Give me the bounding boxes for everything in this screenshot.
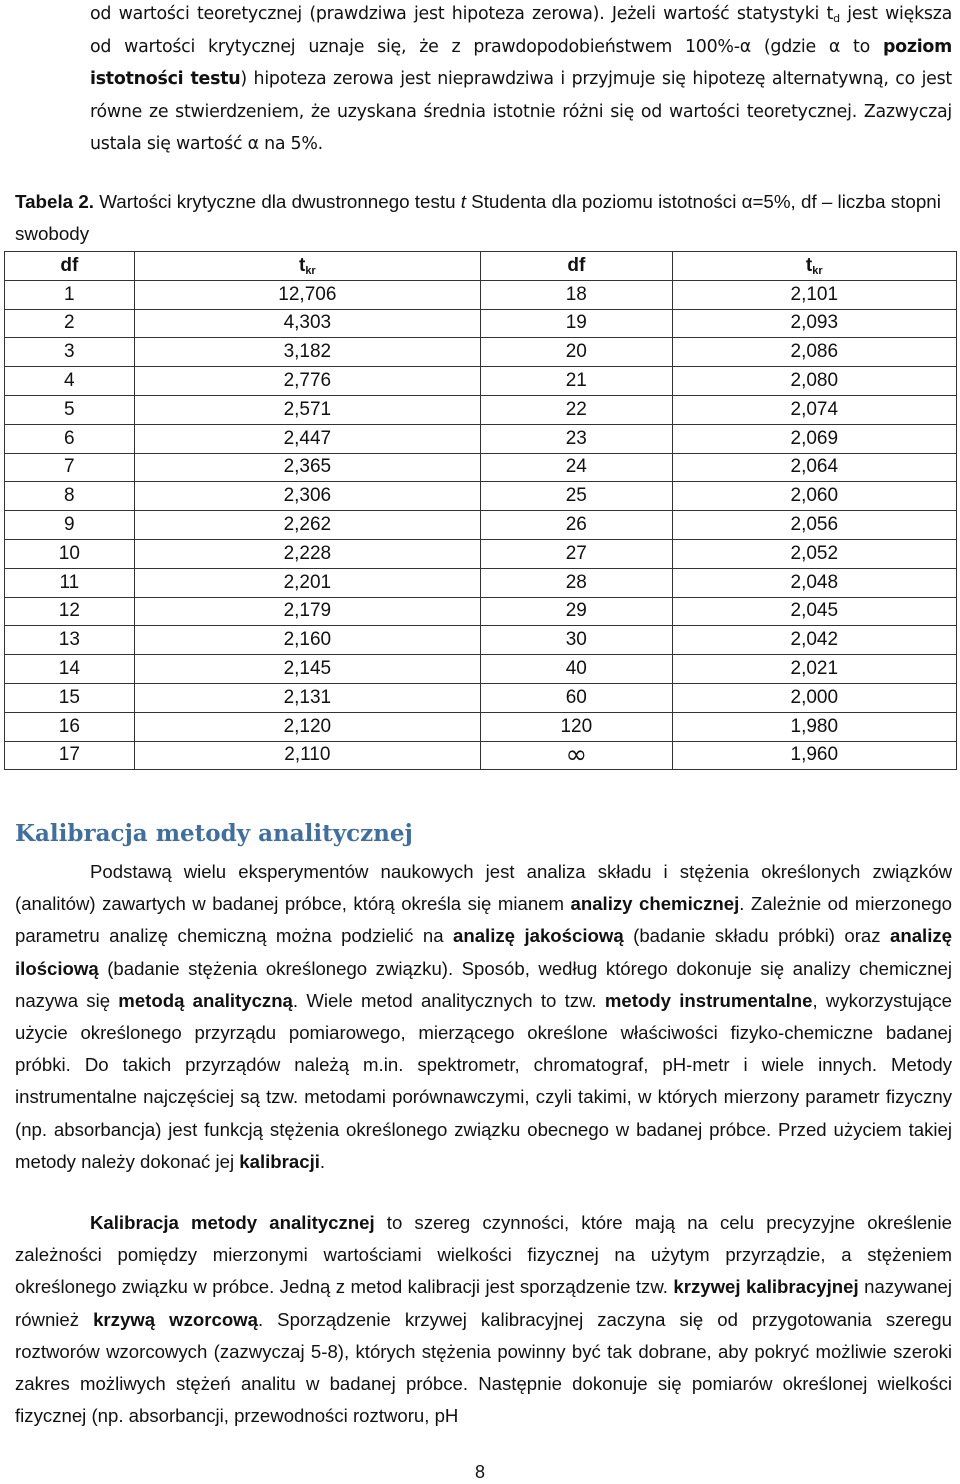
- body-paragraph-2: Kalibracja metody analitycznej to szereg czynności, które mają na celu precyzyjne określenie zależności pomiędzy mierzonymi wartościami wielkości fizycznej na użytym przyrządzie, a stężeniem określonego związku w próbce. Jedną z metod kalibracji jest sporządzenie tzw. krzywej kalibracyjnej nazywanej również krzywą wzorcową. Sporządzenie krzywej kalibracyjnej zaczyna się od przygotowania szeregu roztworów wzorcowych (zazwyczaj 5-8), których stężenia powinny być tak dobrane, aby pokryć możliwie szeroki zakres możliwych stężeń analitu w badanej próbce. Następnie dokonuje się pomiarów określonej wielkości fizycznej (np. absorbancji, przewodności roztworu, pH: [15, 1212, 952, 1427]
- cell-df: 30: [481, 626, 673, 655]
- cell-tkr: 2,447: [134, 424, 480, 453]
- subscript-d: d: [833, 12, 840, 25]
- table-row: [5, 655, 957, 684]
- cell-df: 12: [5, 597, 135, 626]
- table-row: [5, 741, 957, 770]
- table-row: [5, 597, 957, 626]
- cell-df: 23: [481, 424, 673, 453]
- cell-df: 22: [481, 395, 673, 424]
- table-row: [5, 280, 957, 309]
- cell-df: 27: [481, 539, 673, 568]
- cell-df: 24: [481, 453, 673, 482]
- cell-tkr: 2,306: [134, 482, 480, 511]
- table-row: [5, 539, 957, 568]
- cell-df: ∞: [481, 741, 673, 770]
- table-row: [5, 395, 957, 424]
- cell-df: 2: [5, 309, 135, 338]
- table-row: [5, 482, 957, 511]
- cell-tkr: 2,145: [134, 655, 480, 684]
- table-row: [5, 568, 957, 597]
- cell-df: 17: [5, 741, 135, 770]
- cell-df: 20: [481, 338, 673, 367]
- cell-df: 120: [481, 712, 673, 741]
- cell-df: 8: [5, 482, 135, 511]
- cell-tkr: 2,120: [134, 712, 480, 741]
- body-paragraph-1: Podstawą wielu eksperymentów naukowych jest analiza składu i stężenia określonych związków (analitów) zawartych w badanej próbce, którą określa się mianem analizy chemicznej. Zależnie od mierzonego parametru analizę chemiczną można podzielić na analizę jakościową (badanie składu próbki) oraz analizę ilościową (badanie stężenia określonego związku). Sposób, według którego dokonuje się analizy chemicznej nazywa się metodą analityczną. Wiele metod analitycznych to tzw. metody instrumentalne, wykorzystujące użycie określonego przyrządu pomiarowego, mierzącego określone właściwości fizyko-chemiczne badanej próbki. Do takich przyrządów należą m.in. spektrometr, chromatograf, pH-metr i wiele innych. Metody instrumentalne najczęściej są tzw. metodami porównawczymi, czyli takimi, w których mierzony parametr fizyczny (np. absorbancja) jest funkcją stężenia określonego związku obecnego w badanej próbce. Przed użyciem takiej metody należy dokonać jej kalibracji.: [15, 861, 953, 1172]
- cell-df: 5: [5, 395, 135, 424]
- header-df: df: [5, 252, 135, 281]
- section-heading: Kalibracja metody analitycznej: [15, 820, 413, 847]
- cell-tkr: 1,960: [672, 741, 956, 770]
- cell-df: 16: [5, 712, 135, 741]
- cell-df: 10: [5, 539, 135, 568]
- cell-tkr: 2,086: [672, 338, 956, 367]
- cell-tkr: 2,093: [672, 309, 956, 338]
- caption-text: Wartości krytyczne dla dwustronnego testu: [94, 191, 461, 212]
- cell-tkr: 2,069: [672, 424, 956, 453]
- cell-tkr: 2,052: [672, 539, 956, 568]
- table-row: [5, 424, 957, 453]
- cell-tkr: 2,131: [134, 683, 480, 712]
- table-row: [5, 338, 957, 367]
- table-row: [5, 712, 957, 741]
- cell-tkr: 2,042: [672, 626, 956, 655]
- cell-df: 28: [481, 568, 673, 597]
- cell-tkr: 2,776: [134, 367, 480, 396]
- intro-paragraph: [90, 0, 952, 161]
- table-row: [5, 453, 957, 482]
- cell-df: 60: [481, 683, 673, 712]
- t-critical-values-table: [4, 251, 957, 770]
- cell-df: 4: [5, 367, 135, 396]
- cell-tkr: 2,110: [134, 741, 480, 770]
- cell-df: 13: [5, 626, 135, 655]
- cell-df: 3: [5, 338, 135, 367]
- cell-tkr: 2,060: [672, 482, 956, 511]
- cell-tkr: 3,182: [134, 338, 480, 367]
- header-df: df: [481, 252, 673, 281]
- cell-df: 1: [5, 280, 135, 309]
- table-caption: [15, 186, 955, 250]
- cell-tkr: 2,179: [134, 597, 480, 626]
- cell-tkr: 2,021: [672, 655, 956, 684]
- cell-df: 14: [5, 655, 135, 684]
- bold-term: poziom istotności testu: [90, 36, 952, 90]
- cell-tkr: 2,160: [134, 626, 480, 655]
- header-tkr: $t_{kr}$: [134, 252, 480, 281]
- table-row: [5, 309, 957, 338]
- cell-df: 18: [481, 280, 673, 309]
- cell-tkr: 2,000: [672, 683, 956, 712]
- page-number: 8: [474, 1462, 485, 1482]
- cell-df: 9: [5, 511, 135, 540]
- cell-df: 6: [5, 424, 135, 453]
- cell-df: 15: [5, 683, 135, 712]
- table-row: [5, 511, 957, 540]
- cell-df: 26: [481, 511, 673, 540]
- cell-tkr: 2,571: [134, 395, 480, 424]
- cell-tkr: 2,064: [672, 453, 956, 482]
- cell-df: 25: [481, 482, 673, 511]
- cell-tkr: 2,074: [672, 395, 956, 424]
- cell-df: 7: [5, 453, 135, 482]
- cell-tkr: 2,365: [134, 453, 480, 482]
- cell-tkr: 2,045: [672, 597, 956, 626]
- table-row: [5, 683, 957, 712]
- caption-text: Studenta dla poziomu istotności α=5%, df – liczba stopni swobody: [15, 191, 941, 244]
- cell-tkr: 2,056: [672, 511, 956, 540]
- cell-tkr: 2,228: [134, 539, 480, 568]
- cell-df: 40: [481, 655, 673, 684]
- cell-tkr: 12,706: [134, 280, 480, 309]
- text-span: ) hipoteza zerowa jest nieprawdziwa i przyjmuje się hipotezę alternatywną, co jest równe ze stwierdzeniem, że uzyskana średnia istotnie różni się od wartości teoretycznej. Zazwyczaj ustala się wartość α na 5%.: [90, 69, 953, 155]
- caption-label: Tabela 2.: [15, 191, 94, 212]
- cell-df: 19: [481, 309, 673, 338]
- cell-tkr: 1,980: [672, 712, 956, 741]
- table-row: [5, 367, 957, 396]
- cell-tkr: 4,303: [134, 309, 480, 338]
- cell-df: 29: [481, 597, 673, 626]
- cell-tkr: 2,048: [672, 568, 956, 597]
- cell-tkr: 2,080: [672, 367, 956, 396]
- header-tkr: $t_{kr}$: [672, 252, 956, 281]
- cell-df: 11: [5, 568, 135, 597]
- cell-df: 21: [481, 367, 673, 396]
- cell-tkr: 2,262: [134, 511, 480, 540]
- text-span: jest większa od wartości krytycznej uznaje się, że z prawdopodobieństwem 100%-α (gdzie α to: [90, 4, 952, 57]
- table-header-row: [5, 252, 957, 281]
- cell-tkr: 2,101: [672, 280, 956, 309]
- table-row: [5, 626, 957, 655]
- caption-italic: t: [460, 191, 466, 212]
- text-span: od wartości teoretycznej (prawdziwa jest hipoteza zerowa). Jeżeli wartość statystyki t: [90, 4, 834, 24]
- cell-tkr: 2,201: [134, 568, 480, 597]
